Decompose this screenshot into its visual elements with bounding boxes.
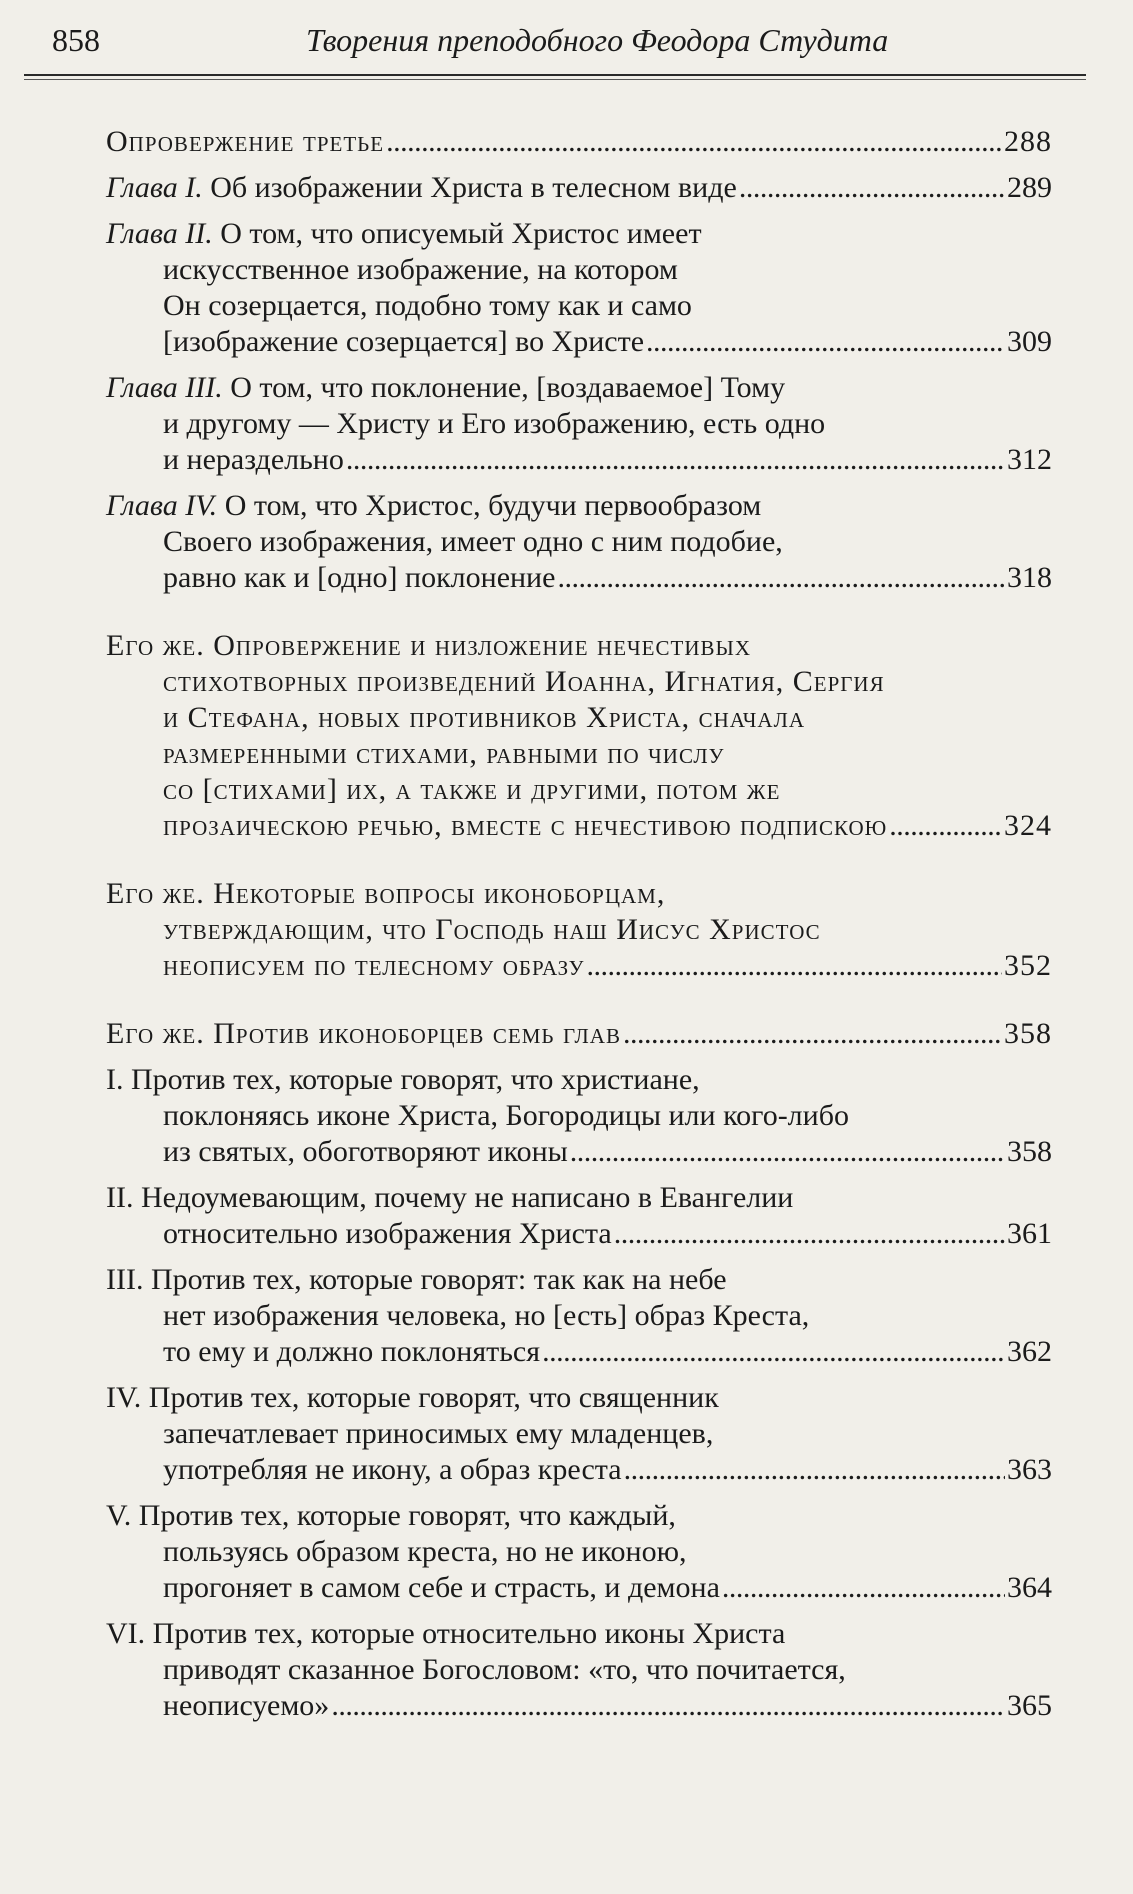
toc-entry	[106, 1616, 1052, 1724]
toc-line-text: Глава II. О том, что описуемый Христос имеет	[106, 217, 702, 250]
dot-leader	[542, 1334, 1005, 1370]
toc-entry	[106, 1498, 1052, 1606]
toc-line	[106, 1298, 1052, 1334]
dot-leader	[624, 1452, 1005, 1488]
toc-line-text: Он созерцается, подобно тому как и само	[163, 289, 692, 322]
chapter-label: Глава II.	[106, 217, 213, 250]
toc-page-number: 361	[1007, 1217, 1052, 1250]
toc-line	[106, 1452, 1052, 1488]
section-gap	[106, 606, 1052, 628]
dot-leader	[386, 124, 1002, 160]
toc-line	[106, 1216, 1052, 1252]
toc-line-text: Своего изображения, имеет одно с ним подобие,	[163, 525, 783, 558]
toc-line	[106, 736, 1052, 772]
toc-line	[106, 1688, 1052, 1724]
toc-line-text: Глава IV. О том, что Христос, будучи первообразом	[106, 489, 762, 522]
toc-line-text: неописуемо»	[163, 1689, 330, 1722]
toc-line-text: поклоняясь иконе Христа, Богородицы или кого-либо	[163, 1099, 849, 1132]
toc-line	[106, 1062, 1052, 1098]
toc-line	[106, 324, 1052, 360]
toc-line-text: [изображение созерцается] во Христе	[163, 325, 645, 358]
toc-line	[106, 288, 1052, 324]
toc-line-text: VI. Против тех, которые относительно иконы Христа	[106, 1617, 786, 1650]
chapter-label: Глава III.	[106, 371, 223, 404]
page-header	[52, 22, 1084, 62]
toc-line-text: Его же. Опровержение и низложение нечестивых	[106, 629, 751, 662]
table-of-contents	[106, 124, 1052, 1734]
toc-entry	[106, 124, 1052, 160]
toc-entry	[106, 1262, 1052, 1370]
toc-line	[106, 370, 1052, 406]
toc-line-text: неописуем по телесному образу	[163, 949, 585, 982]
toc-line	[106, 876, 1052, 912]
toc-line	[106, 1098, 1052, 1134]
header-rule	[24, 74, 1086, 76]
toc-line	[106, 252, 1052, 288]
toc-line	[106, 1134, 1052, 1170]
section-gap	[106, 854, 1052, 876]
toc-line	[106, 1334, 1052, 1370]
toc-line-text: Опровержение третье	[106, 125, 385, 158]
toc-line-text: относительно изображения Христа	[163, 1217, 612, 1250]
chapter-label: Глава IV.	[106, 489, 218, 522]
toc-line	[106, 216, 1052, 252]
toc-line	[106, 948, 1052, 984]
dot-leader	[739, 170, 1005, 206]
section-gap	[106, 994, 1052, 1016]
toc-line	[106, 700, 1052, 736]
toc-line	[106, 488, 1052, 524]
toc-entry	[106, 876, 1052, 984]
toc-line	[106, 1262, 1052, 1298]
toc-line-text: и нераздельно	[163, 443, 344, 476]
dot-leader	[889, 808, 1002, 844]
toc-page-number: 288	[1004, 125, 1052, 158]
toc-line	[106, 1498, 1052, 1534]
toc-line-text: искусственное изображение, на котором	[163, 253, 678, 286]
toc-line-text: употребляя не икону, а образ креста	[163, 1453, 622, 1486]
toc-page-number: 289	[1007, 171, 1052, 204]
toc-entry	[106, 216, 1052, 360]
toc-line	[106, 912, 1052, 948]
toc-line	[106, 1570, 1052, 1606]
toc-entry	[106, 1380, 1052, 1488]
dot-leader	[557, 560, 1005, 596]
toc-line-text: и другому — Христу и Его изображению, есть одно	[163, 407, 826, 440]
toc-page-number: 309	[1007, 325, 1052, 358]
toc-entry	[106, 488, 1052, 596]
dot-leader	[570, 1134, 1005, 1170]
toc-line	[106, 442, 1052, 478]
toc-line	[106, 1180, 1052, 1216]
dot-leader	[614, 1216, 1005, 1252]
toc-page-number: 362	[1007, 1335, 1052, 1368]
dot-leader	[346, 442, 1005, 478]
toc-page-number: 358	[1007, 1135, 1052, 1168]
toc-line-text: пользуясь образом креста, но не иконою,	[163, 1535, 687, 1568]
toc-line-text: прогоняет в самом себе и страсть, и демона	[163, 1571, 720, 1604]
dot-leader	[646, 324, 1005, 360]
toc-line-text: V. Против тех, которые говорят, что каждый,	[106, 1499, 676, 1532]
chapter-label: Глава I.	[106, 171, 203, 204]
toc-line-text: со [стихами] их, а также и другими, потом же	[163, 773, 781, 806]
dot-leader	[586, 948, 1002, 984]
toc-line-text: IV. Против тех, которые говорят, что священник	[106, 1381, 719, 1414]
toc-page-number: 364	[1007, 1571, 1052, 1604]
header-rule-thin	[24, 79, 1086, 80]
toc-line	[106, 124, 1052, 160]
toc-line-text: Глава III. О том, что поклонение, [воздаваемое] Тому	[106, 371, 786, 404]
toc-line-text: Его же. Некоторые вопросы иконоборцам,	[106, 877, 666, 910]
toc-entry	[106, 628, 1052, 844]
running-title: Творения преподобного Феодора Студита	[306, 22, 889, 58]
toc-page-number: 363	[1007, 1453, 1052, 1486]
toc-page-number: 365	[1007, 1689, 1052, 1722]
toc-line	[106, 1534, 1052, 1570]
toc-entry	[106, 370, 1052, 478]
toc-line-text: то ему и должно поклоняться	[163, 1335, 541, 1368]
dot-leader	[722, 1570, 1005, 1606]
toc-line	[106, 1016, 1052, 1052]
toc-entry	[106, 170, 1052, 206]
toc-page-number: 324	[1004, 809, 1052, 842]
toc-line	[106, 406, 1052, 442]
toc-line-text: из святых, обоготворяют иконы	[163, 1135, 568, 1168]
toc-line	[106, 1416, 1052, 1452]
toc-line	[106, 808, 1052, 844]
toc-page-number: 358	[1004, 1017, 1052, 1050]
toc-line	[106, 628, 1052, 664]
toc-entry	[106, 1180, 1052, 1252]
toc-line	[106, 1380, 1052, 1416]
toc-line-text: размеренными стихами, равными по числу	[163, 737, 725, 770]
dot-leader	[623, 1016, 1002, 1052]
toc-line-text: I. Против тех, которые говорят, что христиане,	[106, 1063, 700, 1096]
toc-line-text: стихотворных произведений Иоанна, Игнатия, Сергия	[163, 665, 885, 698]
toc-line-text: запечатлевает приносимых ему младенцев,	[163, 1417, 714, 1450]
toc-line-text: равно как и [одно] поклонение	[163, 561, 556, 594]
toc-line-text: Его же. Против иконоборцев семь глав	[106, 1017, 621, 1050]
toc-line	[106, 772, 1052, 808]
page-number: 858	[52, 22, 100, 58]
toc-line-text: приводят сказанное Богословом: «то, что почитается,	[163, 1653, 846, 1686]
toc-page-number: 312	[1007, 443, 1052, 476]
toc-line-text: прозаическою речью, вместе с нечестивою подпискою	[163, 809, 888, 842]
toc-line	[106, 560, 1052, 596]
toc-entry	[106, 1016, 1052, 1052]
toc-page-number: 318	[1007, 561, 1052, 594]
toc-line-text: утверждающим, что Господь наш Иисус Христос	[163, 913, 821, 946]
toc-line-text: III. Против тех, которые говорят: так как на небе	[106, 1263, 727, 1296]
toc-line	[106, 1616, 1052, 1652]
toc-line	[106, 1652, 1052, 1688]
toc-line-text: Глава I. Об изображении Христа в телесном виде	[106, 171, 737, 204]
dot-leader	[331, 1688, 1005, 1724]
toc-line-text: нет изображения человека, но [есть] образ Креста,	[163, 1299, 810, 1332]
toc-page-number: 352	[1004, 949, 1052, 982]
toc-line	[106, 524, 1052, 560]
toc-line	[106, 170, 1052, 206]
toc-entry	[106, 1062, 1052, 1170]
toc-line-text: и Стефана, новых противников Христа, сначала	[163, 701, 806, 734]
toc-line-text: II. Недоумевающим, почему не написано в Евангелии	[106, 1181, 794, 1214]
toc-line	[106, 664, 1052, 700]
